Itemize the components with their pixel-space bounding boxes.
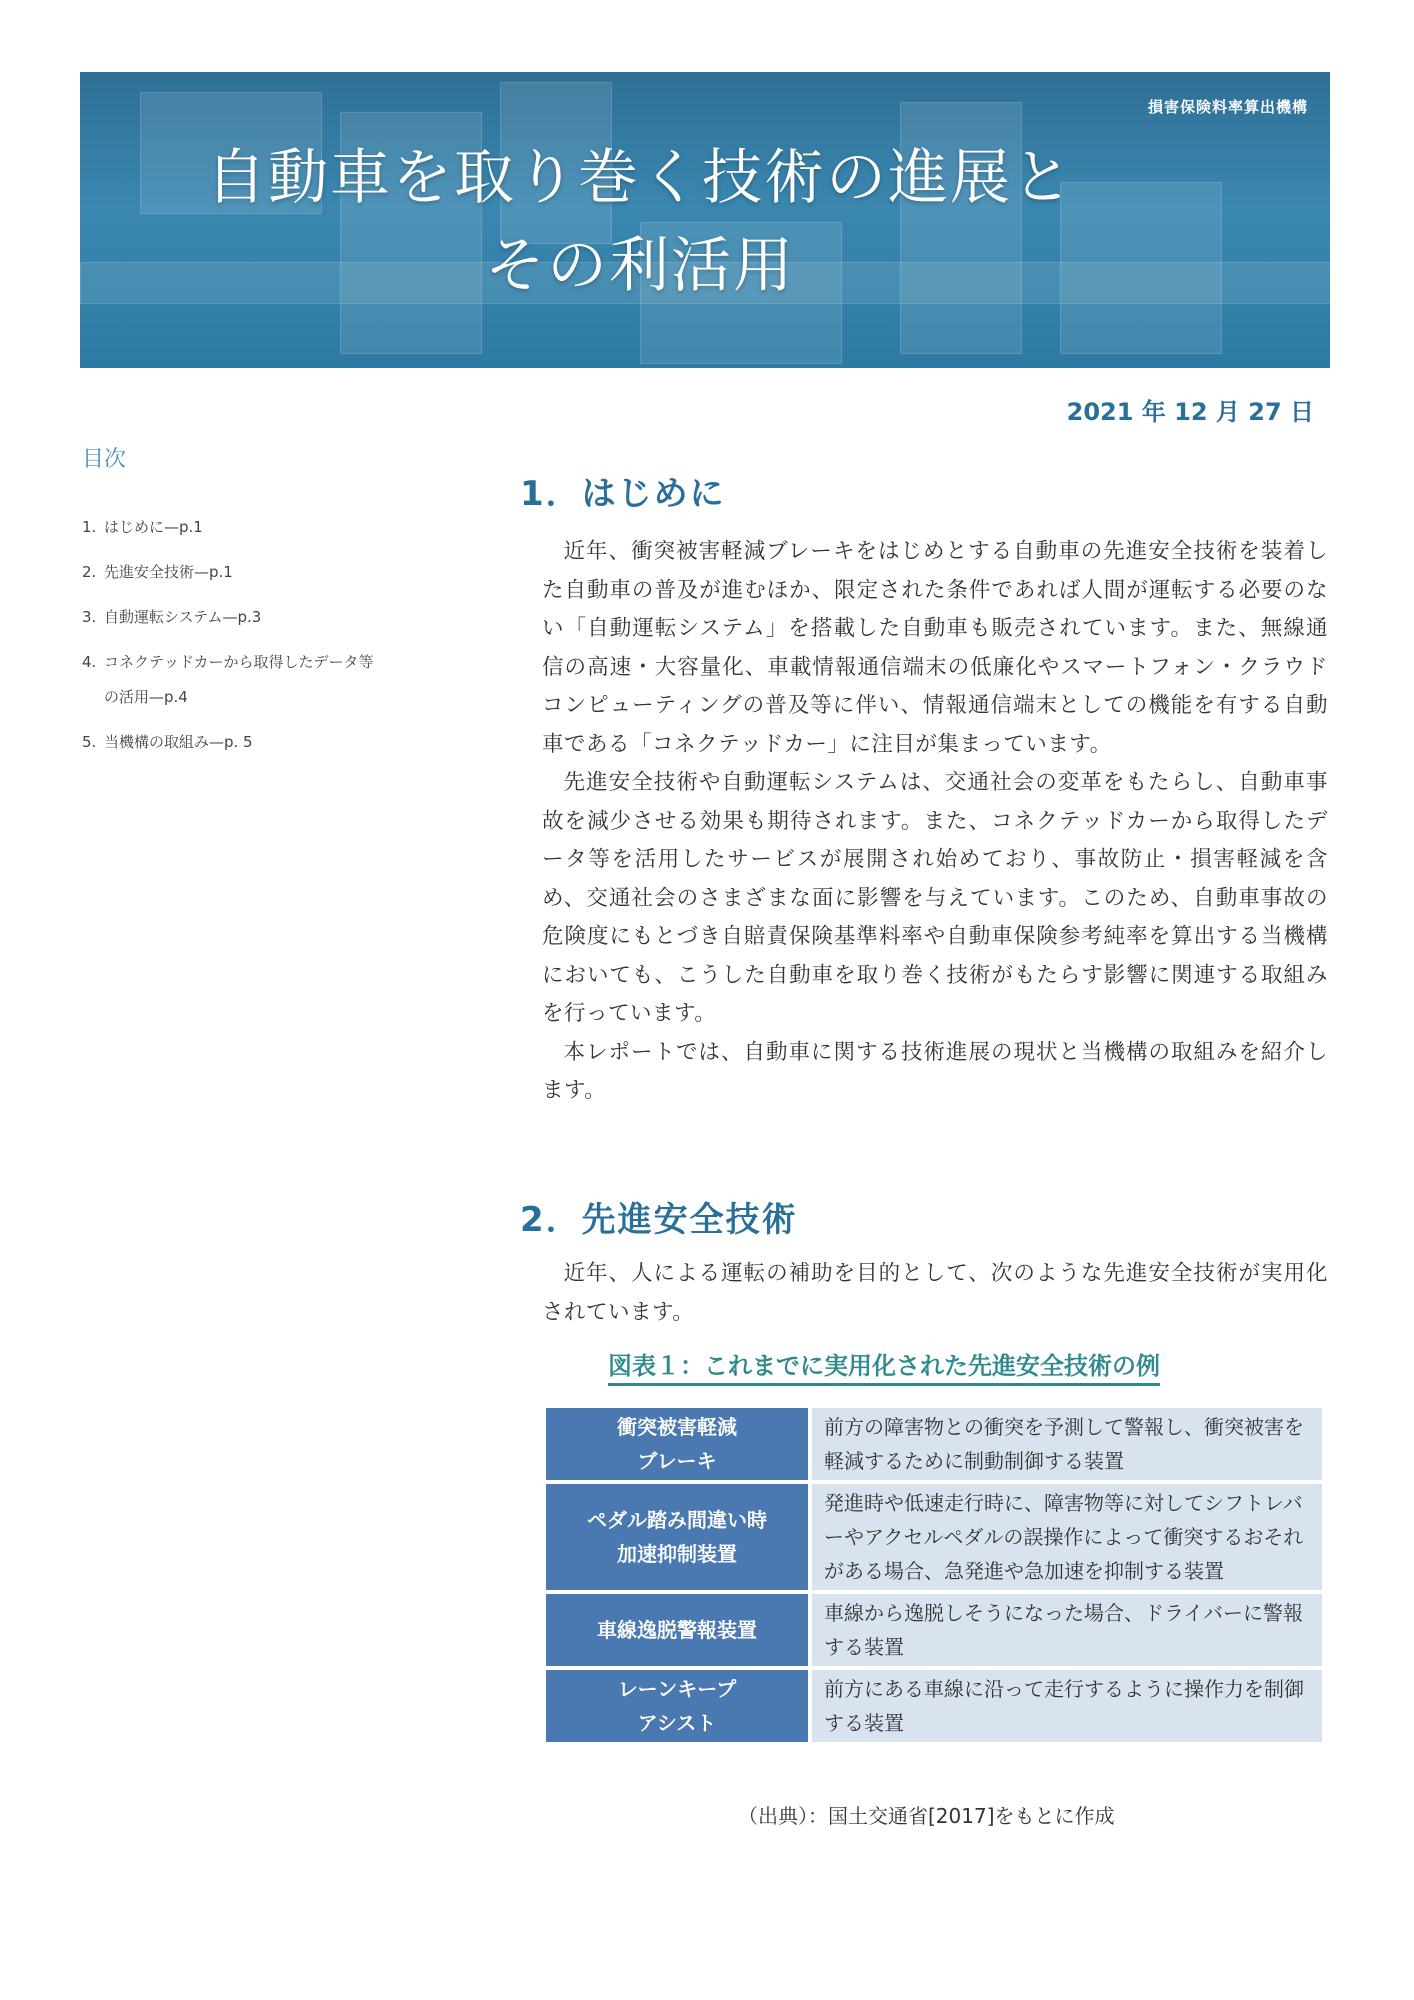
key-line: 車線逸脱警報装置 [597,1618,757,1642]
table-key-cell [546,1408,808,1480]
table-value-cell: 発進時や低速走行時に、障害物等に対してシフトレバーやアクセルペダルの誤操作によって衝突するおそれがある場合、急発進や急加速を抑制する装置 [812,1484,1322,1590]
key-line: レーンキープ [617,1677,737,1701]
document-title [80,134,1200,310]
toc-item-text: コネクテッドカーから取得したデータ等 [104,653,374,671]
title-line-2: その利活用 [485,231,795,301]
table-key-cell [546,1594,808,1666]
table-of-contents [82,442,482,777]
table-value-cell: 前方にある車線に沿って走行するように操作力を制御する装置 [812,1670,1322,1742]
paragraph: 先進安全技術や自動運転システムは、交通社会の変革をもたらし、自動車事故を減少させる効果も期待されます。また、コネクテッドカーから取得したデータ等を活用したサービスが展開され始めており、事故防止・損害軽減を含め、交通社会のさまざまな面に影響を与えています。このため、自動車事故の危険度にもとづき自賠責保険基準料率や自動車保険参考純率を算出する当機構においても、こうした自動車を取り巻く技術がもたらす影響に関連する取組みを行っています。 [542,770,1328,1026]
section-heading: 2．先進安全技術 [520,1200,798,1240]
table-row [546,1670,1322,1742]
toc-item[interactable] [82,732,482,753]
toc-item-text: はじめに—p.1 [104,518,203,536]
toc-item-continuation: の活用—p.4 [104,688,188,706]
toc-item-text: 先進安全技術—p.1 [104,563,233,581]
table-row [546,1484,1322,1590]
publication-date: 2021 年 12 月 27 日 [1066,398,1314,426]
toc-item[interactable] [82,607,482,628]
section-introduction [520,466,1328,1111]
toc-item-number: 4. [82,653,97,671]
section-advanced-safety [520,1192,1328,1332]
toc-item-number: 1. [82,518,97,536]
table-row [546,1594,1322,1666]
toc-item[interactable] [82,652,482,708]
header-banner [80,72,1330,368]
toc-item-text: 当機構の取組み—p. 5 [104,733,253,751]
title-line-1: 自動車を取り巻く技術の進展と [206,143,1074,213]
section-body [520,533,1328,1111]
section-body [520,1255,1328,1332]
table-value-cell: 車線から逸脱しそうになった場合、ドライバーに警報する装置 [812,1594,1322,1666]
key-line: アシスト [637,1711,717,1735]
key-line: ペダル踏み間違い時 [587,1508,767,1532]
table-row [546,1408,1322,1480]
toc-item-number: 5. [82,733,97,751]
key-line: ブレーキ [637,1449,717,1473]
organization-name: 損害保険料率算出機構 [1147,98,1308,116]
figure-title: 図表１：これまでに実用化された先進安全技術の例 [608,1346,1160,1386]
key-line: 加速抑制装置 [617,1542,737,1566]
section-heading: 1．はじめに [520,474,726,514]
toc-title: 目次 [82,447,127,472]
toc-item-number: 3. [82,608,97,626]
safety-technology-table [542,1404,1326,1746]
toc-item[interactable] [82,517,482,538]
key-line: 衝突被害軽減 [617,1415,737,1439]
table-key-cell [546,1670,808,1742]
toc-item-number: 2. [82,563,97,581]
paragraph: 近年、人による運転の補助を目的として、次のような先進安全技術が実用化されています。 [542,1261,1328,1325]
table-key-cell [546,1484,808,1590]
paragraph: 近年、衝突被害軽減ブレーキをはじめとする自動車の先進安全技術を装着した自動車の普及が進むほか、限定された条件であれば人間が運転する必要のない「自動運転システム」を搭載した自動車も販売されています。また、無線通信の高速・大容量化、車載情報通信端末の低廉化やスマートフォン・クラウドコンピューティングの普及等に伴い、情報通信端末としての機能を有する自動車である「コネクテッドカー」に注目が集まっています。 [542,539,1328,757]
table-value-cell: 前方の障害物との衝突を予測して警報し、衝突被害を軽減するために制動制御する装置 [812,1408,1322,1480]
paragraph: 本レポートでは、自動車に関する技術進展の現状と当機構の取組みを紹介します。 [542,1039,1328,1103]
toc-item[interactable] [82,562,482,583]
figure-source: （出典）：国土交通省[2017]をもとに作成 [738,1804,1115,1828]
toc-item-text: 自動運転システム—p.3 [104,608,262,626]
